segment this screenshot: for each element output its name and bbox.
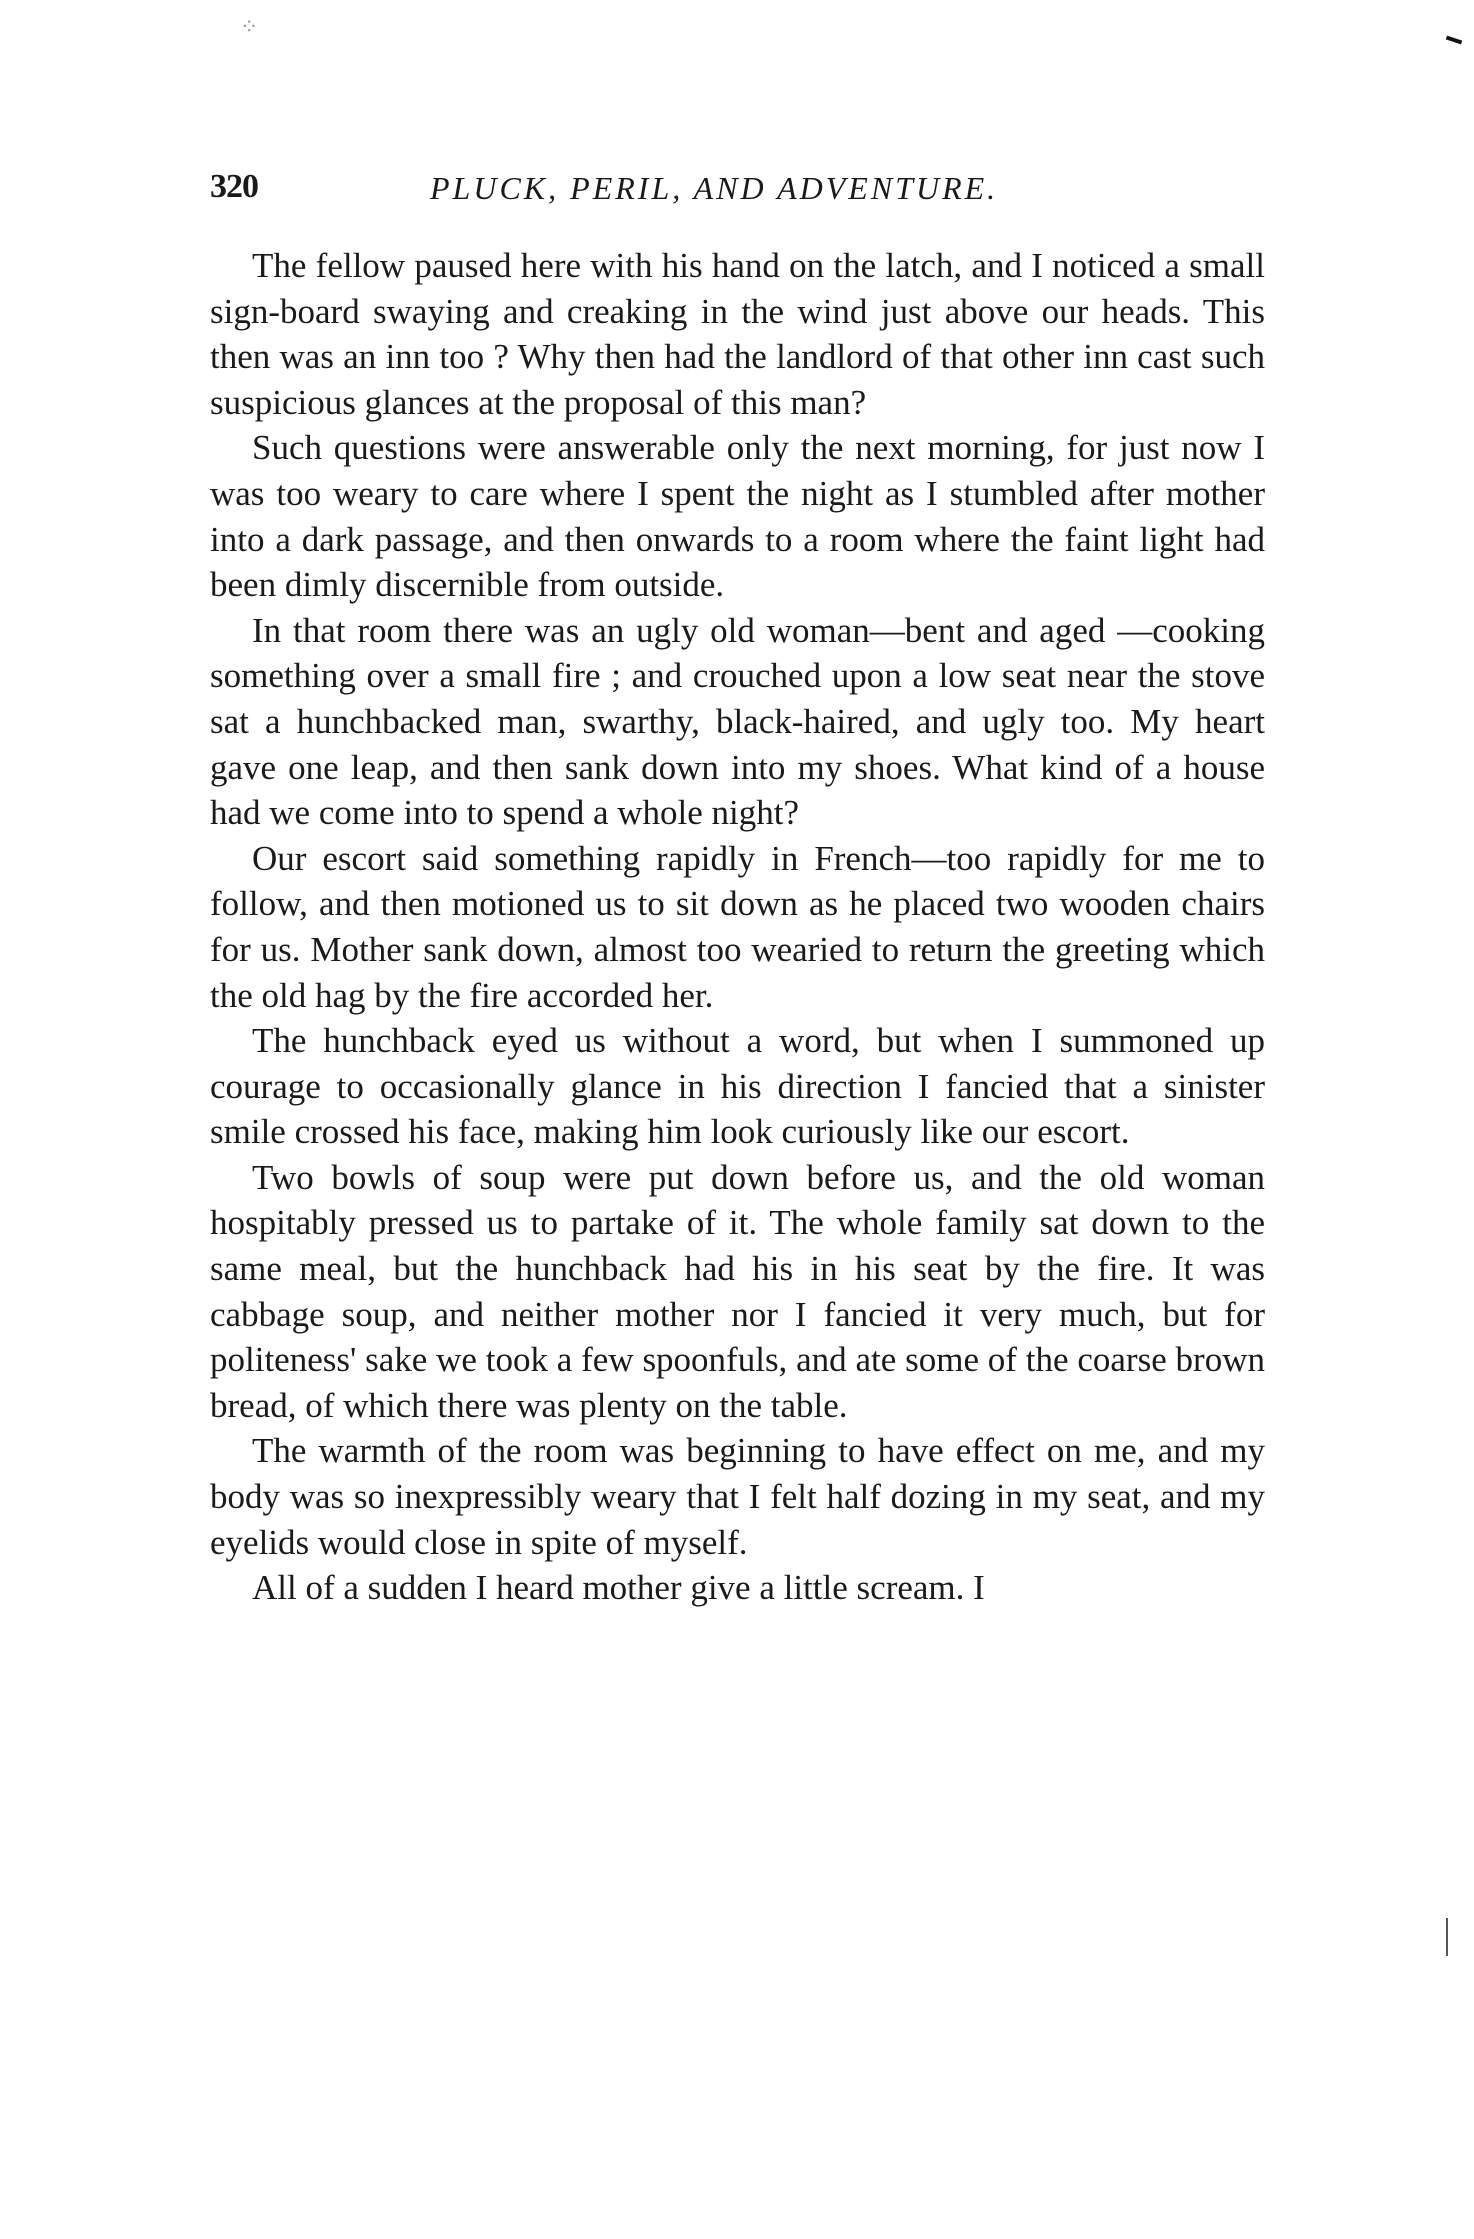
paragraph: The warmth of the room was beginning to have effect on me, and my body was so inexpressibly weary that I felt half dozing in my seat, and my eyelids would close in spite of myself. [210,1431,1265,1562]
page-number: 320 [210,168,258,205]
paragraph: In that room there was an ugly old woman—bent and aged —cooking something over a small fire ; and crouched upon a low seat near the stove sat a hunchbacked man, swarthy, black-haired, and ugly too. My heart gave one leap, and then sank down into my shoes. What kind of a house had we come into to spend a whole night? [210,610,1265,833]
paragraph: Our escort said something rapidly in French—too rapidly for me to follow, and then motioned us to sit down as he placed two wooden chairs for us. Mother sank down, almost too wearied to return the greeting which the old hag by the fire accorded her. [210,838,1265,1015]
paragraph: The hunchback eyed us without a word, but when I summoned up courage to occasionally glance in his direction I fancied that a sinister smile crossed his face, making him look curiously like our escort. [210,1021,1265,1152]
print-speck: ⁘ [240,14,259,39]
paragraph: Such questions were answerable only the next morning, for just now I was too weary to care where I spent the night as I stumbled after mother into a dark passage, and then onwards to a room where the faint light had been dimly discernible from outside. [210,428,1265,605]
corner-mark [1446,36,1462,45]
book-title: PLUCK, PERIL, AND ADVENTURE. [430,170,999,206]
edge-mark [1446,1918,1448,1956]
running-head [210,168,1265,228]
body-text [210,243,1265,1611]
paragraph: Two bowls of soup were put down before us, and the old woman hospitably pressed us to partake of it. The whole family sat down to the same meal, but the hunchback had his in his seat by the fire. It was cabbage soup, and neither mother nor I fancied it very much, but for politeness' sake we took a few spoonfuls, and ate some of the coarse brown bread, of which there was plenty on the table. [210,1157,1265,1425]
paragraph: All of a sudden I heard mother give a little scream. I [252,1568,985,1608]
paragraph: The fellow paused here with his hand on the latch, and I noticed a small sign-board swaying and creaking in the wind just above our heads. This then was an inn too ? Why then had the landlord of that other inn cast such suspicious glances at the proposal of this man? [210,246,1265,422]
